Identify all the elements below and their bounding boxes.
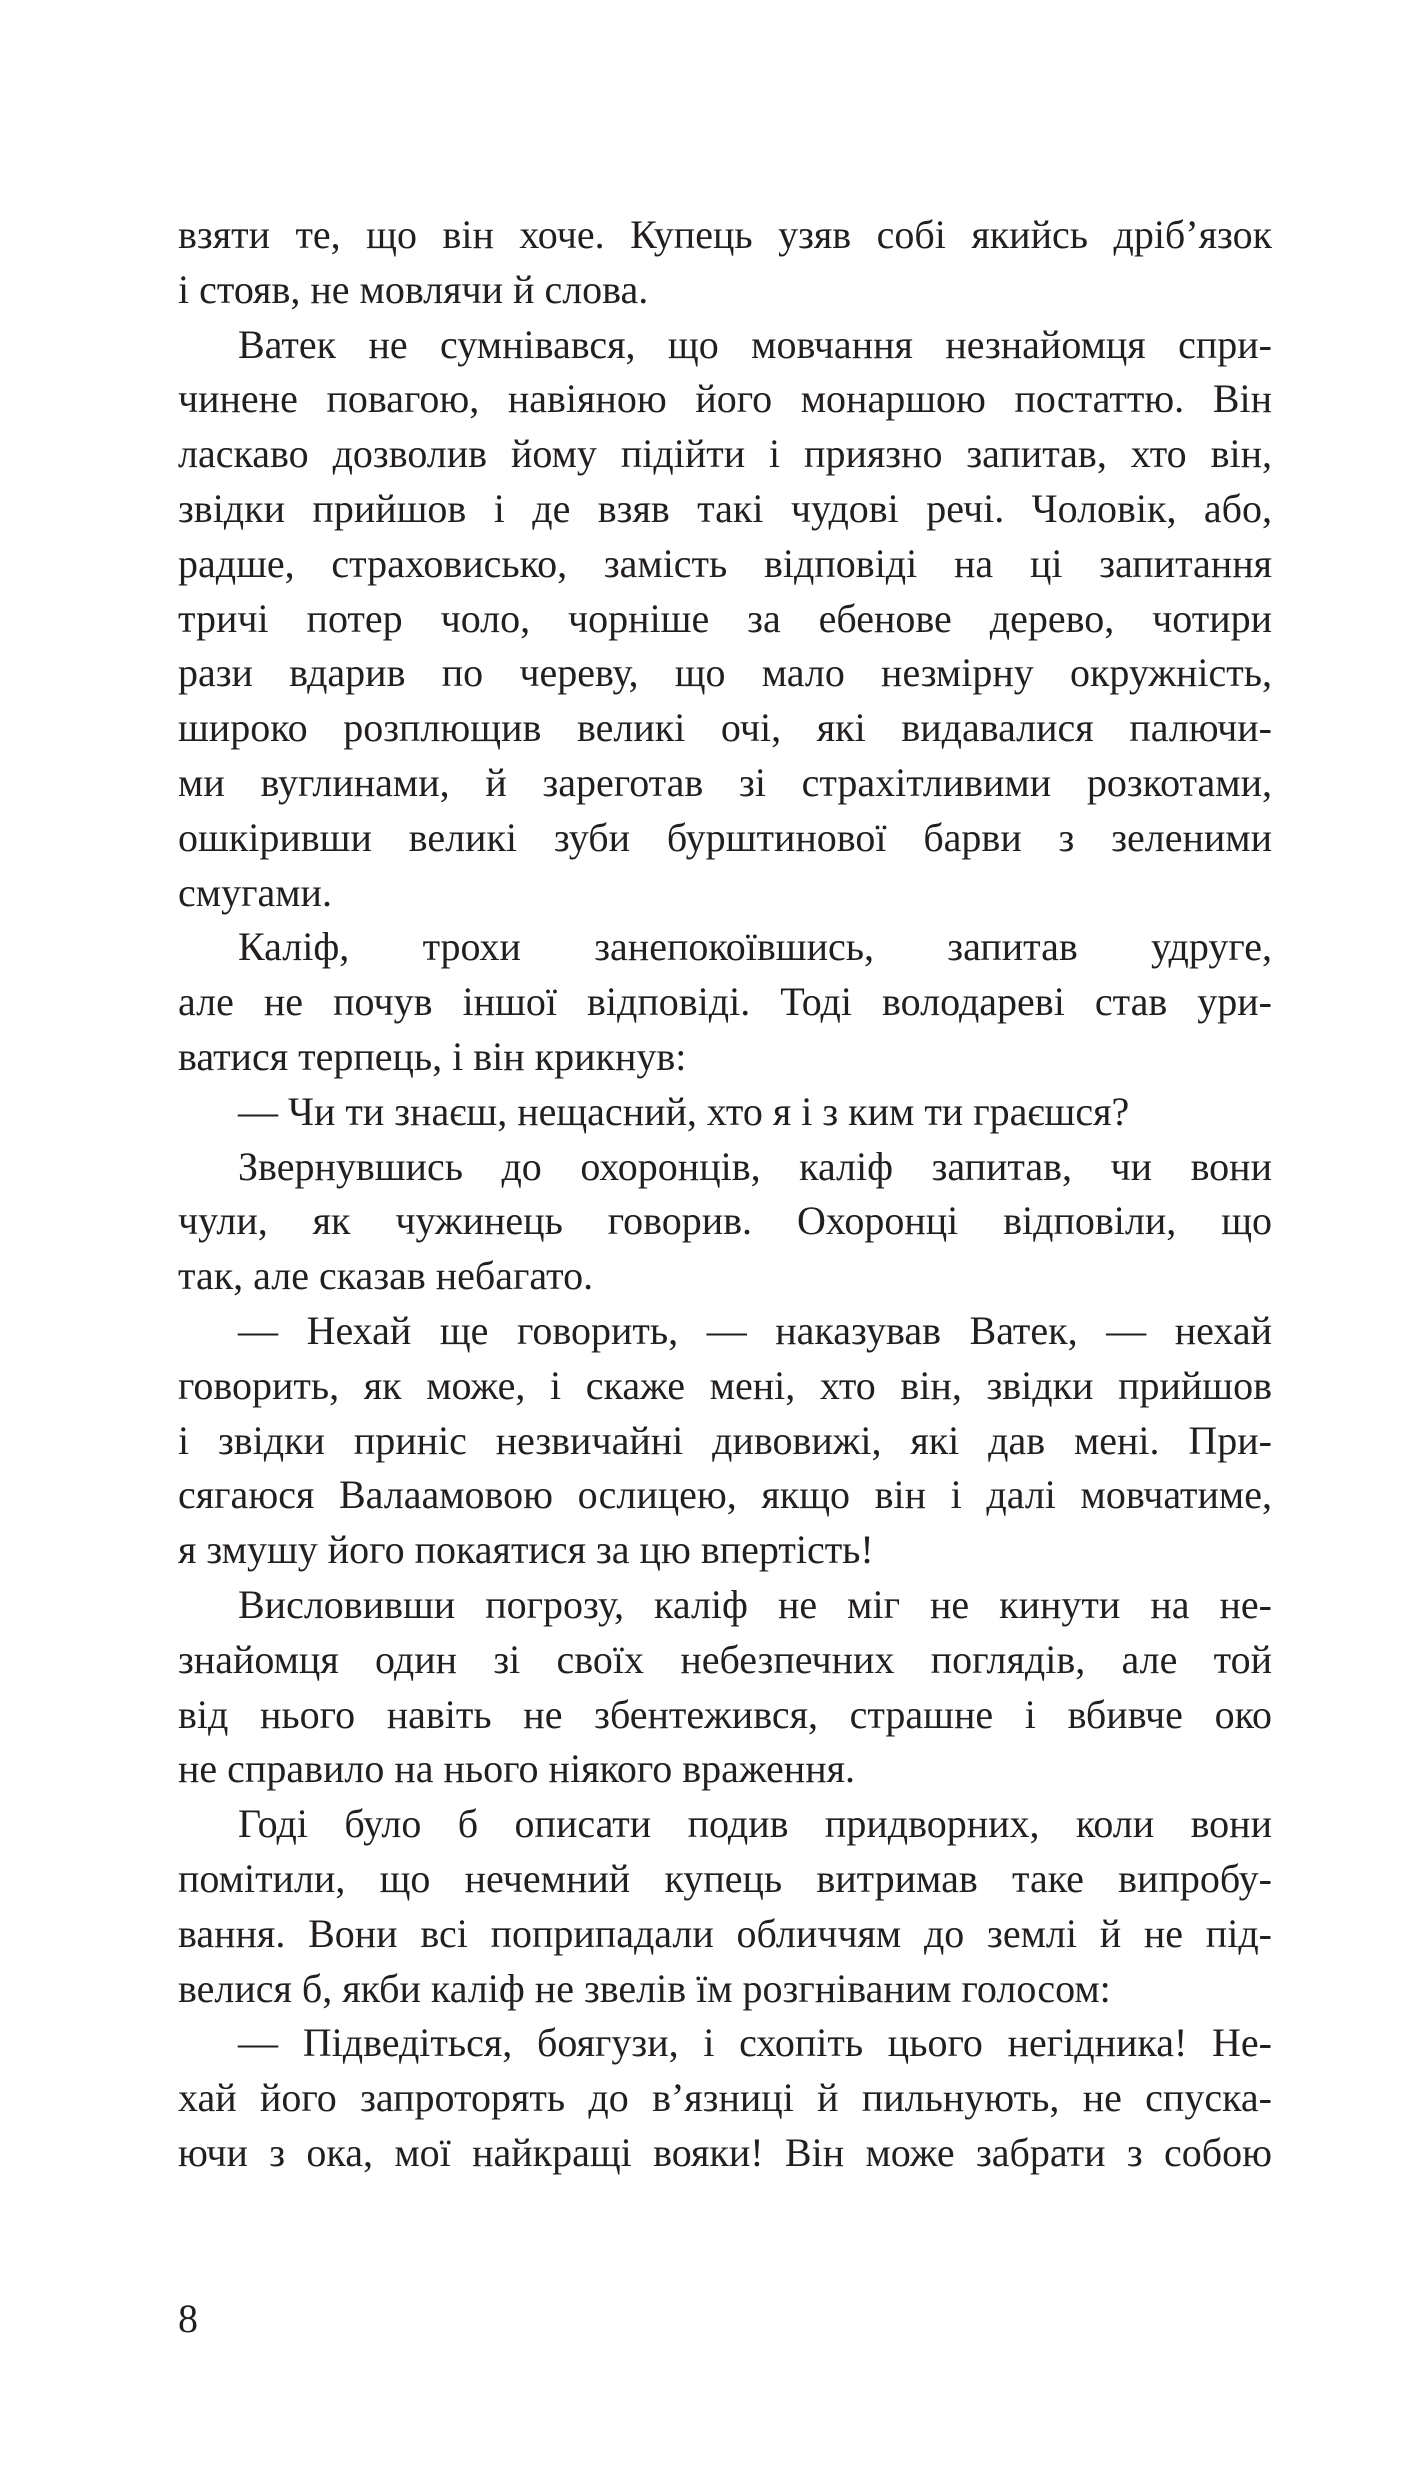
text-line: ми вуглинами, й зареготав зі страхітливими розкотами, bbox=[178, 759, 1272, 805]
text-line: від нього навіть не збентежився, страшне і вбивче око bbox=[178, 1691, 1272, 1737]
text-line: хай його запроторять до в’язниці й пильнують, не спуска- bbox=[178, 2075, 1272, 2121]
text-line: велися б, якби каліф не звелів їм розгніваним голосом: bbox=[178, 1965, 1111, 2011]
text-line: — Нехай ще говорить, — наказував Ватек, — нехай bbox=[238, 1307, 1272, 1353]
text-line: і звідки приніс незвичайні дивовижі, які дав мені. При- bbox=[178, 1417, 1272, 1463]
text-line: тричі потер чоло, чорніше за ебенове дерево, чотири bbox=[178, 595, 1272, 641]
text-line: звідки прийшов і де взяв такі чудові речі. Чоловік, або, bbox=[178, 485, 1272, 531]
text-line: так, але сказав небагато. bbox=[178, 1253, 594, 1299]
text-line: сягаюся Валаамовою ослицею, якщо він і далі мовчатиме, bbox=[178, 1472, 1272, 1518]
text-line: взяти те, що він хоче. Купець узяв собі якийсь дріб’язок bbox=[178, 212, 1272, 257]
body-text bbox=[178, 208, 1272, 2181]
text-line: — Чи ти знаєш, нещасний, хто я і з ким ти граєшся? bbox=[238, 1088, 1130, 1134]
text-line: говорить, як може, і скаже мені, хто він, звідки прийшов bbox=[178, 1362, 1272, 1408]
text-line: ошкіривши великі зуби бурштинової барви з зеленими bbox=[178, 814, 1272, 860]
page-number: 8 bbox=[178, 2296, 198, 2341]
text-line: ватися терпець, і він крикнув: bbox=[178, 1033, 687, 1079]
text-line: знайомця один зі своїх небезпечних поглядів, але той bbox=[178, 1636, 1272, 1682]
text-line: рази вдарив по череву, що мало незмірну окружність, bbox=[178, 650, 1272, 696]
text-line: помітили, що нечемний купець витримав таке випробу- bbox=[178, 1855, 1272, 1901]
text-line: ючи з ока, мої найкращі вояки! Він може забрати з собою bbox=[178, 2129, 1272, 2175]
text-line: радше, страховисько, замість відповіді на ці запитання bbox=[178, 540, 1272, 586]
text-line: вання. Вони всі поприпадали обличчям до землі й не під- bbox=[178, 1910, 1272, 1956]
text-line: Ватек не сумнівався, що мовчання незнайомця спри- bbox=[238, 321, 1272, 367]
text-line: Годі було б описати подив придворних, коли вони bbox=[238, 1801, 1272, 1847]
text-line: чинене повагою, навіяною його монаршою постаттю. Він bbox=[178, 376, 1272, 422]
text-line: чули, як чужинець говорив. Охоронці відповіли, що bbox=[178, 1198, 1272, 1244]
text-line: широко розплющив великі очі, які видавалися палючи- bbox=[178, 705, 1272, 751]
text-line: Каліф, трохи занепокоївшись, запитав удруге, bbox=[238, 924, 1272, 970]
text-line: не справило на нього ніякого враження. bbox=[178, 1746, 855, 1792]
text-line: — Підведіться, боягузи, і схопіть цього негідника! Не- bbox=[238, 2020, 1272, 2066]
text-line: ласкаво дозволив йому підійти і приязно запитав, хто він, bbox=[178, 431, 1272, 477]
text-line: я змушу його покаятися за цю впертість! bbox=[178, 1527, 874, 1573]
text-line: Висловивши погрозу, каліф не міг не кинути на не- bbox=[238, 1581, 1272, 1627]
text-line: але не почув іншої відповіді. Тоді володареві став ури- bbox=[178, 979, 1272, 1025]
text-line: смугами. bbox=[178, 869, 332, 915]
text-line: і стояв, не мовлячи й слова. bbox=[178, 266, 649, 312]
text-line: Звернувшись до охоронців, каліф запитав, чи вони bbox=[238, 1143, 1272, 1189]
